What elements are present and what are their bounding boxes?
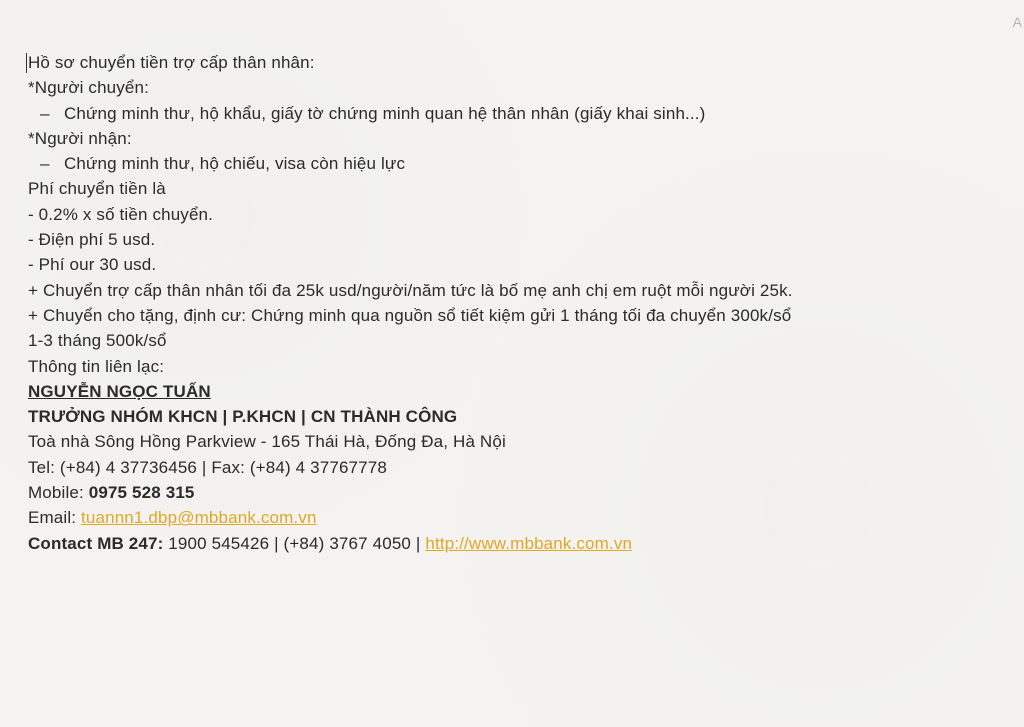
sender-docs-text: Chứng minh thư, hộ khẩu, giấy tờ chứng minh quan hệ thân nhân (giấy khai sinh...) — [64, 103, 706, 123]
mobile-value: 0975 528 315 — [88, 483, 195, 503]
note-line-receiver-docs — [28, 151, 988, 176]
corner-label: A — [1012, 14, 1022, 30]
signature-address: Toà nhà Sông Hồng Parkview - 165 Thái Hà, Đống Đa, Hà Nội — [28, 432, 506, 452]
note-line-limit-term: 1-3 tháng 500k/sổ — [28, 331, 167, 351]
note-line-sender-docs — [28, 101, 988, 126]
dash-bullet: – — [40, 154, 50, 174]
note-line-limit-family: + Chuyển trợ cấp thân nhân tối đa 25k usd/người/năm tức là bố mẹ anh chị em ruột mỗi người 25k. — [28, 280, 793, 300]
note-line-heading: Hồ sơ chuyển tiền trợ cấp thân nhân: — [28, 53, 315, 72]
website-link[interactable]: http://www.mbbank.com.vn — [425, 533, 633, 553]
receiver-docs-text: Chứng minh thư, hộ chiếu, visa còn hiệu lực — [64, 154, 406, 174]
note-line-fee-heading: Phí chuyển tiền là — [28, 179, 166, 199]
signature-email — [28, 505, 988, 530]
dash-bullet: – — [40, 103, 50, 123]
contact-label: Contact MB 247: — [28, 533, 164, 553]
signature-name: NGUYỄN NGỌC TUẤN — [28, 381, 211, 401]
note-line-limit-gift: + Chuyển cho tặng, định cư: Chứng minh qua nguồn sổ tiết kiệm gửi 1 tháng tối đa chuyển 300k/sổ — [28, 305, 792, 325]
email-label: Email: — [28, 508, 82, 528]
contact-phones: 1900 545426 | (+84) 3767 4050 | — [163, 533, 426, 553]
text-cursor — [26, 53, 27, 73]
note-line-fee-percent: - 0.2% x số tiền chuyển. — [28, 204, 214, 224]
note-line-fee-wire: - Điện phí 5 usd. — [28, 230, 156, 250]
mobile-label: Mobile: — [28, 483, 89, 503]
note-line-contact-heading: Thông tin liên lạc: — [28, 356, 165, 376]
signature-tel-fax: Tel: (+84) 4 37736456 | Fax: (+84) 4 37767778 — [28, 457, 387, 477]
signature-title: TRƯỞNG NHÓM KHCN | P.KHCN | CN THÀNH CÔNG — [28, 407, 458, 427]
note-line-fee-our: - Phí our 30 usd. — [28, 255, 157, 275]
note-body[interactable] — [28, 50, 988, 556]
note-line-sender-heading: *Người chuyển: — [28, 78, 150, 98]
signature-mobile — [28, 480, 988, 505]
signature-contact — [28, 531, 988, 556]
email-link[interactable]: tuannn1.dbp@mbbank.com.vn — [81, 508, 317, 528]
note-line-receiver-heading: *Người nhận: — [28, 128, 132, 148]
